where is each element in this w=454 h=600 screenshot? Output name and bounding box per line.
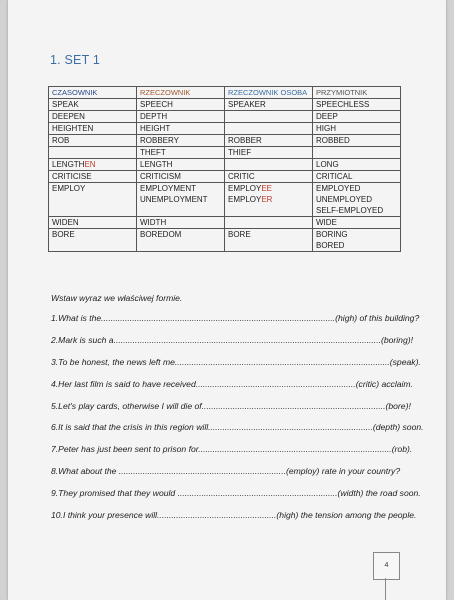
cell-line: DEEP bbox=[316, 112, 338, 121]
header-verb: CZASOWNIK bbox=[49, 87, 137, 99]
cell-noun bbox=[137, 229, 225, 252]
cell-line: EMPLOYMENT bbox=[140, 184, 197, 193]
exercise-item: 1.What is the..................................................................................................(high) of this building? bbox=[51, 313, 420, 323]
cell-verb bbox=[49, 147, 137, 159]
cell-line: LONG bbox=[316, 160, 339, 169]
exercise-list bbox=[51, 312, 424, 531]
cell-line: ROBBED bbox=[316, 136, 350, 145]
cell-noun bbox=[137, 147, 225, 159]
instruction-text: Wstaw wyraz we właściwej formie. bbox=[51, 293, 183, 303]
table-row bbox=[49, 229, 401, 252]
cell-verb: SPEAK bbox=[49, 99, 137, 111]
cell-person-noun bbox=[225, 147, 313, 159]
cell-line: ROBBER bbox=[228, 136, 262, 145]
cell-person-noun bbox=[225, 123, 313, 135]
cell-line: EMPLOYED bbox=[316, 184, 361, 193]
exercise-item: 3.To be honest, the news left me..........................................................................................(speak). bbox=[51, 356, 421, 367]
cell-line: THEFT bbox=[140, 148, 166, 157]
cell-person-noun bbox=[225, 171, 313, 183]
table-row bbox=[49, 171, 401, 183]
page-number: 4 bbox=[384, 562, 389, 569]
cell-person-noun bbox=[225, 111, 313, 123]
header-noun: RZECZOWNIK bbox=[137, 87, 225, 99]
cell-line: WIDTH bbox=[140, 218, 167, 227]
table-row bbox=[49, 147, 401, 159]
cell-noun bbox=[137, 135, 225, 147]
table-row bbox=[49, 159, 401, 171]
cell-line: BOREDOM bbox=[140, 230, 182, 239]
cell-line: DEPTH bbox=[140, 112, 168, 121]
cell-adjective bbox=[313, 229, 401, 252]
cell-verb: HEIGHTEN bbox=[49, 123, 137, 135]
exercise-item: 8.What about the ......................................................................(employ) rate in your country? bbox=[51, 466, 401, 477]
cell-line: ROBBERY bbox=[140, 136, 179, 145]
cell-adjective bbox=[313, 123, 401, 135]
cell-adjective bbox=[313, 183, 401, 217]
cell-person-noun bbox=[225, 217, 313, 229]
table-row bbox=[49, 99, 401, 111]
word-formation-table bbox=[48, 86, 401, 252]
cell-line: CRITICAL bbox=[316, 172, 353, 181]
cell-verb: CRITICISE bbox=[49, 171, 137, 183]
cell-verb: WIDEN bbox=[49, 217, 137, 229]
page-number-box bbox=[373, 552, 400, 580]
cell-person-noun bbox=[225, 159, 313, 171]
cell-line: LENGTH bbox=[140, 160, 173, 169]
section-heading: 1. SET 1 bbox=[50, 53, 101, 67]
table-row bbox=[49, 123, 401, 135]
cell-line: CRITIC bbox=[228, 172, 255, 181]
cell-line: SELF-EMPLOYED bbox=[316, 206, 384, 215]
cell-adjective bbox=[313, 217, 401, 229]
cell-verb: LENGTHEN bbox=[49, 159, 137, 171]
cell-verb: BORE bbox=[49, 229, 137, 252]
highlighted-suffix: EE bbox=[261, 184, 273, 193]
table-row bbox=[49, 135, 401, 147]
cell-line: HIGH bbox=[316, 124, 336, 133]
exercise-item: 7.Peter has just been sent to prison for.................................................................................(rob). bbox=[51, 444, 413, 455]
cell-adjective bbox=[313, 171, 401, 183]
exercise-item: 5.Let's play cards, otherwise I will die of.............................................................................(bore)! bbox=[51, 400, 411, 411]
cell-noun bbox=[137, 111, 225, 123]
cell-verb: DEEPEN bbox=[49, 111, 137, 123]
exercise-item: 6.It is said that the crisis in this region will.....................................................................(depth) soon. bbox=[51, 422, 424, 433]
table-row bbox=[49, 183, 401, 217]
cell-person-noun bbox=[225, 229, 313, 252]
exercise-item: 2.Mark is such a................................................................................................................(boring)! bbox=[51, 334, 413, 345]
cell-line: WIDE bbox=[316, 218, 337, 227]
highlighted-suffix: ER bbox=[261, 195, 273, 204]
cell-adjective bbox=[313, 111, 401, 123]
exercise-item: 9.They promised that they would ...................................................................(width) the road soon. bbox=[51, 488, 421, 499]
cell-line: UNEMPLOYED bbox=[316, 195, 373, 204]
page-number-stem bbox=[385, 578, 386, 600]
cell-line: EMPLOYEE bbox=[228, 184, 273, 193]
cell-adjective bbox=[313, 159, 401, 171]
cell-noun bbox=[137, 217, 225, 229]
highlighted-suffix: EN bbox=[84, 160, 96, 169]
cell-verb: EMPLOY bbox=[49, 183, 137, 217]
header-adjective: PRZYMIOTNIK bbox=[313, 87, 401, 99]
cell-noun bbox=[137, 171, 225, 183]
cell-noun bbox=[137, 183, 225, 217]
cell-person-noun bbox=[225, 183, 313, 217]
table-row bbox=[49, 111, 401, 123]
cell-noun bbox=[137, 123, 225, 135]
cell-line: SPEECH bbox=[140, 100, 173, 109]
exercise-item: 4.Her last film is said to have received...................................................................(critic) acclaim. bbox=[51, 378, 413, 389]
cell-person-noun bbox=[225, 99, 313, 111]
cell-noun bbox=[137, 99, 225, 111]
cell-person-noun bbox=[225, 135, 313, 147]
table-header-row bbox=[49, 87, 401, 99]
cell-line: BORED bbox=[316, 241, 345, 250]
cell-line: CRITICISM bbox=[140, 172, 181, 181]
cell-line: BORE bbox=[228, 230, 251, 239]
exercise-item: 10.I think your presence will..................................................(high) the tension among the people. bbox=[51, 510, 417, 521]
cell-line: THIEF bbox=[228, 148, 252, 157]
cell-noun bbox=[137, 159, 225, 171]
cell-line: SPEAKER bbox=[228, 100, 266, 109]
cell-adjective bbox=[313, 99, 401, 111]
cell-line: EMPLOYER bbox=[228, 195, 273, 204]
document-page bbox=[8, 0, 446, 600]
cell-adjective bbox=[313, 135, 401, 147]
cell-verb: ROB bbox=[49, 135, 137, 147]
cell-adjective bbox=[313, 147, 401, 159]
cell-line: UNEMPLOYMENT bbox=[140, 195, 208, 204]
header-person-noun: RZECZOWNIK OSOBA bbox=[225, 87, 313, 99]
table-body bbox=[49, 99, 401, 252]
cell-line: HEIGHT bbox=[140, 124, 171, 133]
cell-line: BORING bbox=[316, 230, 348, 239]
cell-line: SPEECHLESS bbox=[316, 100, 370, 109]
table-row bbox=[49, 217, 401, 229]
